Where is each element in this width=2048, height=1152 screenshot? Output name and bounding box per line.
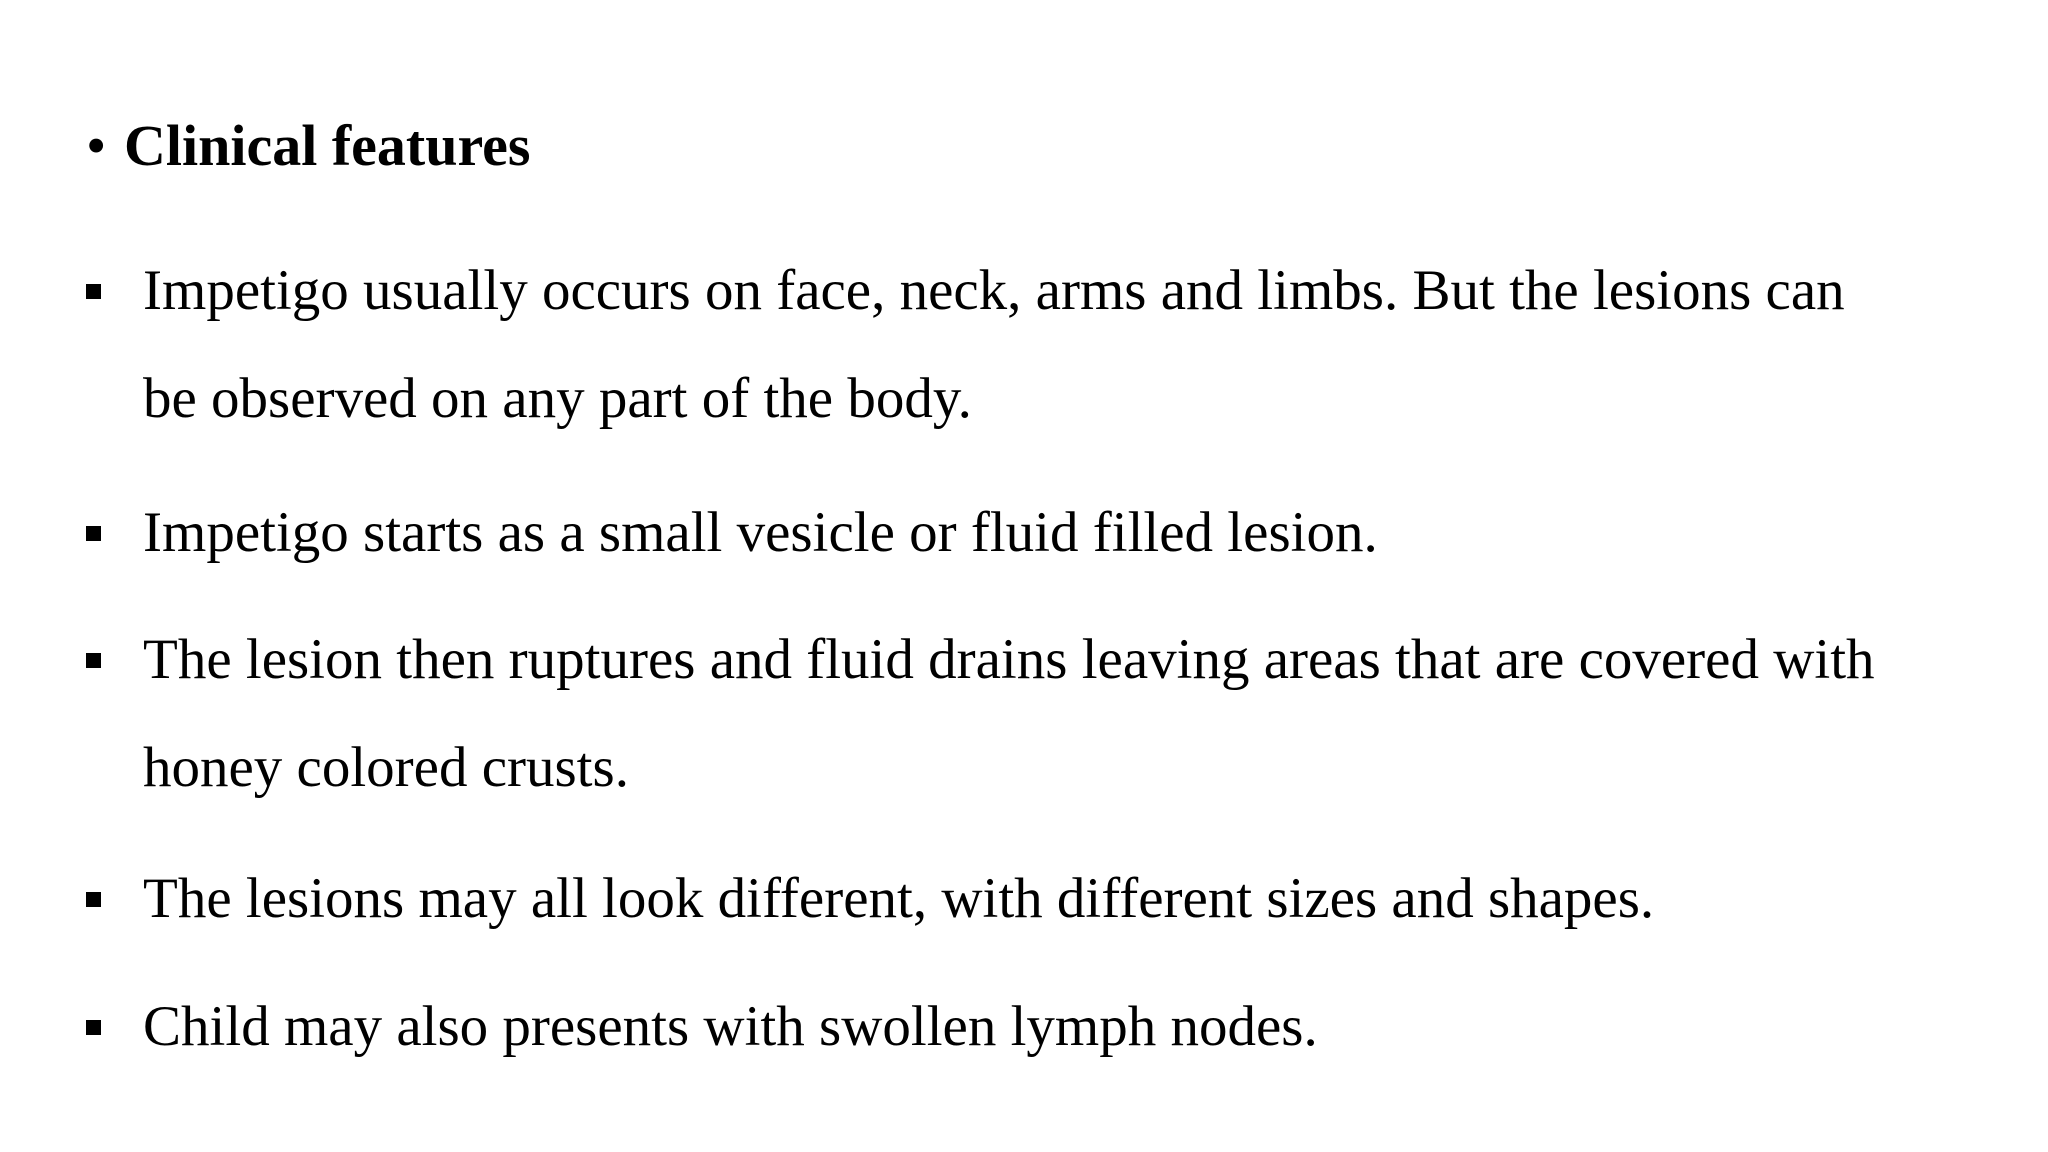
list-item <box>86 237 2006 453</box>
list-item-text <box>143 845 2006 953</box>
list-item-line: Impetigo starts as a small vesicle or fluid filled lesion. <box>143 501 1378 564</box>
list-item <box>86 479 2006 587</box>
square-bullet-icon <box>86 526 101 541</box>
square-bullet-icon <box>86 653 101 668</box>
list-item-text <box>143 973 2006 1081</box>
list-item <box>86 973 2006 1081</box>
list-item <box>86 845 2006 953</box>
heading-bullet-icon: • <box>86 113 107 178</box>
square-bullet-icon <box>86 284 101 299</box>
list-item-line: honey colored crusts. <box>143 736 629 799</box>
list-item-text <box>143 606 2006 822</box>
square-bullet-icon <box>86 892 101 907</box>
list-item-line: The lesions may all look different, with different sizes and shapes. <box>143 867 1655 930</box>
list-item-line: Child may also presents with swollen lymph nodes. <box>143 995 1318 1058</box>
square-bullet-icon <box>86 1020 101 1035</box>
heading-title: Clinical features <box>124 113 531 178</box>
list-item-text <box>143 479 2006 587</box>
list-item-line: Impetigo usually occurs on face, neck, arms and limbs. But the lesions can <box>143 259 1845 322</box>
list-item-line: The lesion then ruptures and fluid drains leaving areas that are covered with <box>143 628 1875 691</box>
list-item-line: be observed on any part of the body. <box>143 367 972 430</box>
list-item-text <box>143 237 2006 453</box>
list-item <box>86 606 2006 822</box>
